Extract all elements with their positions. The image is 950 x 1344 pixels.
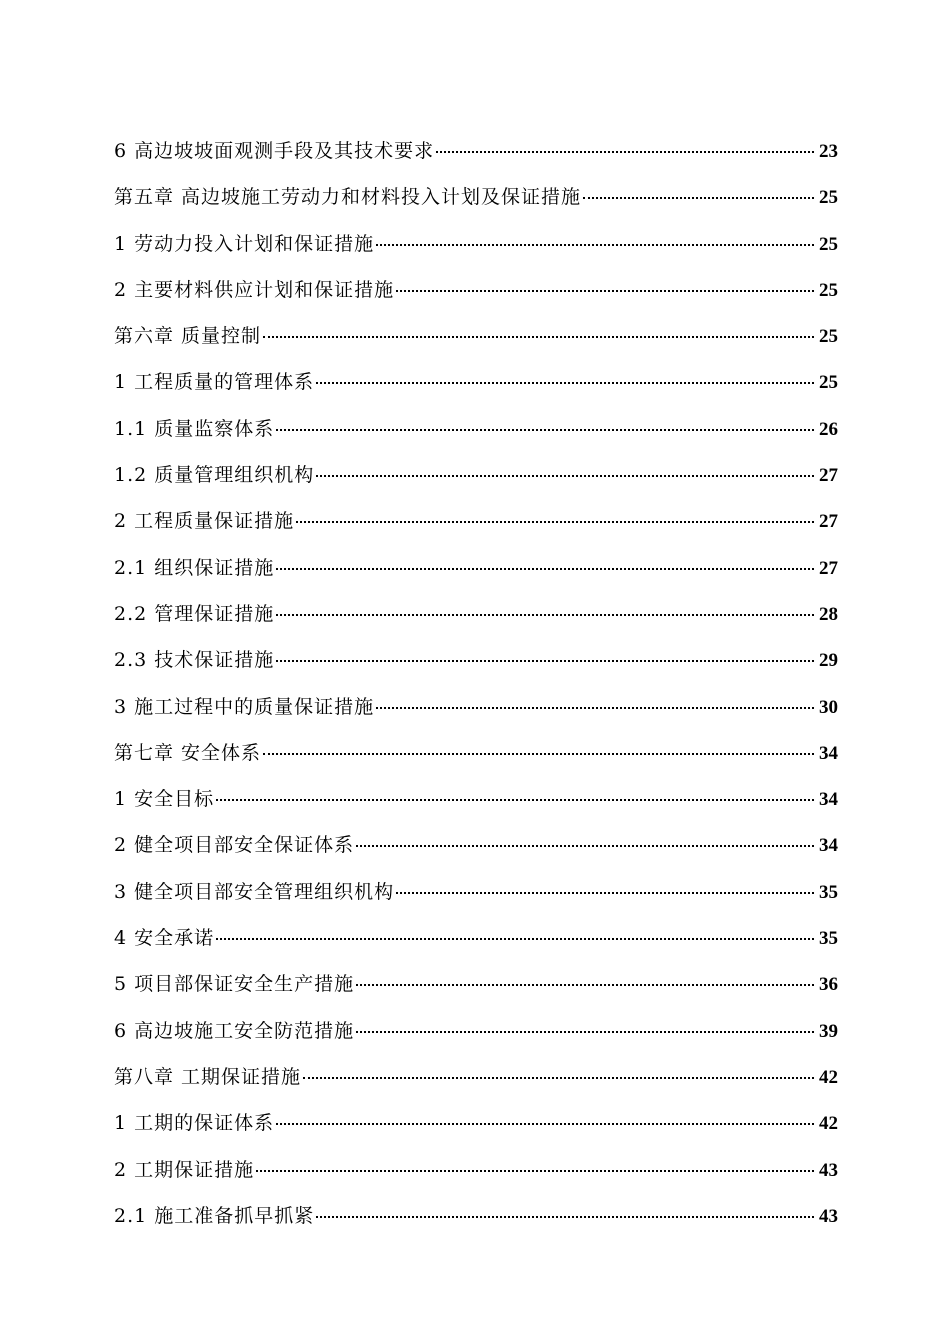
dot-leader xyxy=(356,984,814,986)
toc-entry[interactable] xyxy=(114,359,838,405)
toc-entry-page-number: 34 xyxy=(819,789,838,811)
toc-entry[interactable] xyxy=(114,221,838,267)
toc-entry[interactable] xyxy=(114,1054,838,1100)
toc-entry-page-number: 30 xyxy=(819,696,838,718)
dot-leader xyxy=(316,382,814,384)
toc-entry[interactable] xyxy=(114,128,838,174)
toc-entry[interactable] xyxy=(114,869,838,915)
dot-leader xyxy=(583,197,814,199)
dot-leader xyxy=(316,1216,814,1218)
toc-entry[interactable] xyxy=(114,174,838,220)
toc-entry-page-number: 25 xyxy=(819,326,838,348)
toc-entry-title: 第七章 安全体系 xyxy=(114,741,262,764)
toc-entry-page-number: 42 xyxy=(819,1113,838,1135)
toc-entry[interactable] xyxy=(114,545,838,591)
toc-entry[interactable] xyxy=(114,915,838,961)
toc-entry-title: 3 施工过程中的质量保证措施 xyxy=(114,695,375,718)
toc-entry-title: 2.2 管理保证措施 xyxy=(114,602,275,625)
toc-entry-title: 1.1 质量监察体系 xyxy=(114,417,275,440)
toc-entry-page-number: 29 xyxy=(819,650,838,672)
dot-leader xyxy=(376,244,814,246)
toc-entry-title: 2 健全项目部安全保证体系 xyxy=(114,834,355,857)
toc-entry-page-number: 27 xyxy=(819,511,838,533)
toc-entry[interactable] xyxy=(114,452,838,498)
toc-entry-title: 1 工程质量的管理体系 xyxy=(114,371,315,394)
toc-entry-page-number: 36 xyxy=(819,974,838,996)
dot-leader xyxy=(263,336,814,338)
toc-entry-title: 2.3 技术保证措施 xyxy=(114,649,275,672)
toc-entry[interactable] xyxy=(114,267,838,313)
dot-leader xyxy=(296,521,814,523)
toc-entry-page-number: 35 xyxy=(819,881,838,903)
dot-leader xyxy=(276,614,814,616)
dot-leader xyxy=(263,753,814,755)
dot-leader xyxy=(276,660,814,662)
toc-entry-title: 6 高边坡坡面观测手段及其技术要求 xyxy=(114,140,435,162)
toc-entry-page-number: 26 xyxy=(819,418,838,440)
toc-entry[interactable] xyxy=(114,1008,838,1054)
toc-entry-title: 第八章 工期保证措施 xyxy=(114,1065,302,1088)
toc-entry-title: 2 工期保证措施 xyxy=(114,1158,255,1181)
dot-leader xyxy=(256,1170,814,1172)
toc-entry-page-number: 23 xyxy=(819,141,838,162)
dot-leader xyxy=(356,845,814,847)
dot-leader xyxy=(436,151,814,153)
dot-leader xyxy=(376,707,814,709)
toc-entry-page-number: 27 xyxy=(819,557,838,579)
toc-entry-page-number: 34 xyxy=(819,742,838,764)
toc-entry[interactable] xyxy=(114,406,838,452)
dot-leader xyxy=(303,1077,814,1079)
toc-entry[interactable] xyxy=(114,730,838,776)
toc-entry-title: 1 安全目标 xyxy=(114,788,215,811)
toc-entry-title: 第五章 高边坡施工劳动力和材料投入计划及保证措施 xyxy=(114,186,582,209)
toc-entry-title: 第六章 质量控制 xyxy=(114,325,262,348)
toc-entry-title: 6 高边坡施工安全防范措施 xyxy=(114,1019,355,1042)
toc-entry-title: 1 工期的保证体系 xyxy=(114,1112,275,1135)
toc-entry-title: 2.1 组织保证措施 xyxy=(114,556,275,579)
dot-leader xyxy=(216,938,814,940)
toc-entry-page-number: 35 xyxy=(819,928,838,950)
toc-entry[interactable] xyxy=(114,498,838,544)
toc-entry-page-number: 25 xyxy=(819,372,838,394)
dot-leader xyxy=(216,799,814,801)
toc-entry-title: 2.1 施工准备抓早抓紧 xyxy=(114,1204,315,1227)
dot-leader xyxy=(316,475,814,477)
toc-entry[interactable] xyxy=(114,961,838,1007)
toc-entry[interactable] xyxy=(114,591,838,637)
toc-entry[interactable] xyxy=(114,776,838,822)
dot-leader xyxy=(276,1123,814,1125)
toc-entry[interactable] xyxy=(114,313,838,359)
dot-leader xyxy=(276,429,814,431)
toc-entry-page-number: 25 xyxy=(819,187,838,209)
dot-leader xyxy=(356,1031,814,1033)
toc-entry-title: 1.2 质量管理组织机构 xyxy=(114,464,315,487)
dot-leader xyxy=(396,892,814,894)
toc-entry-page-number: 25 xyxy=(819,279,838,301)
toc-entry-page-number: 43 xyxy=(819,1159,838,1181)
toc-entry[interactable] xyxy=(114,1100,838,1146)
toc-entry-title: 2 工程质量保证措施 xyxy=(114,510,295,533)
dot-leader xyxy=(396,290,814,292)
toc-entry-title: 2 主要材料供应计划和保证措施 xyxy=(114,278,395,301)
toc-entry[interactable] xyxy=(114,637,838,683)
toc-entry-page-number: 25 xyxy=(819,233,838,255)
toc-entry-title: 4 安全承诺 xyxy=(114,927,215,950)
toc-entry-title: 3 健全项目部安全管理组织机构 xyxy=(114,880,395,903)
toc-entry-page-number: 43 xyxy=(819,1205,838,1227)
toc-entry-page-number: 34 xyxy=(819,835,838,857)
toc-entry[interactable] xyxy=(114,1147,838,1193)
toc-entry[interactable] xyxy=(114,1193,838,1239)
toc-entry-page-number: 28 xyxy=(819,603,838,625)
toc-entry-page-number: 27 xyxy=(819,465,838,487)
toc-entry[interactable] xyxy=(114,822,838,868)
table-of-contents xyxy=(114,128,838,1239)
dot-leader xyxy=(276,568,814,570)
toc-entry-page-number: 42 xyxy=(819,1066,838,1088)
toc-entry[interactable] xyxy=(114,684,838,730)
toc-entry-title: 1 劳动力投入计划和保证措施 xyxy=(114,232,375,255)
toc-entry-page-number: 39 xyxy=(819,1020,838,1042)
toc-entry-title: 5 项目部保证安全生产措施 xyxy=(114,973,355,996)
